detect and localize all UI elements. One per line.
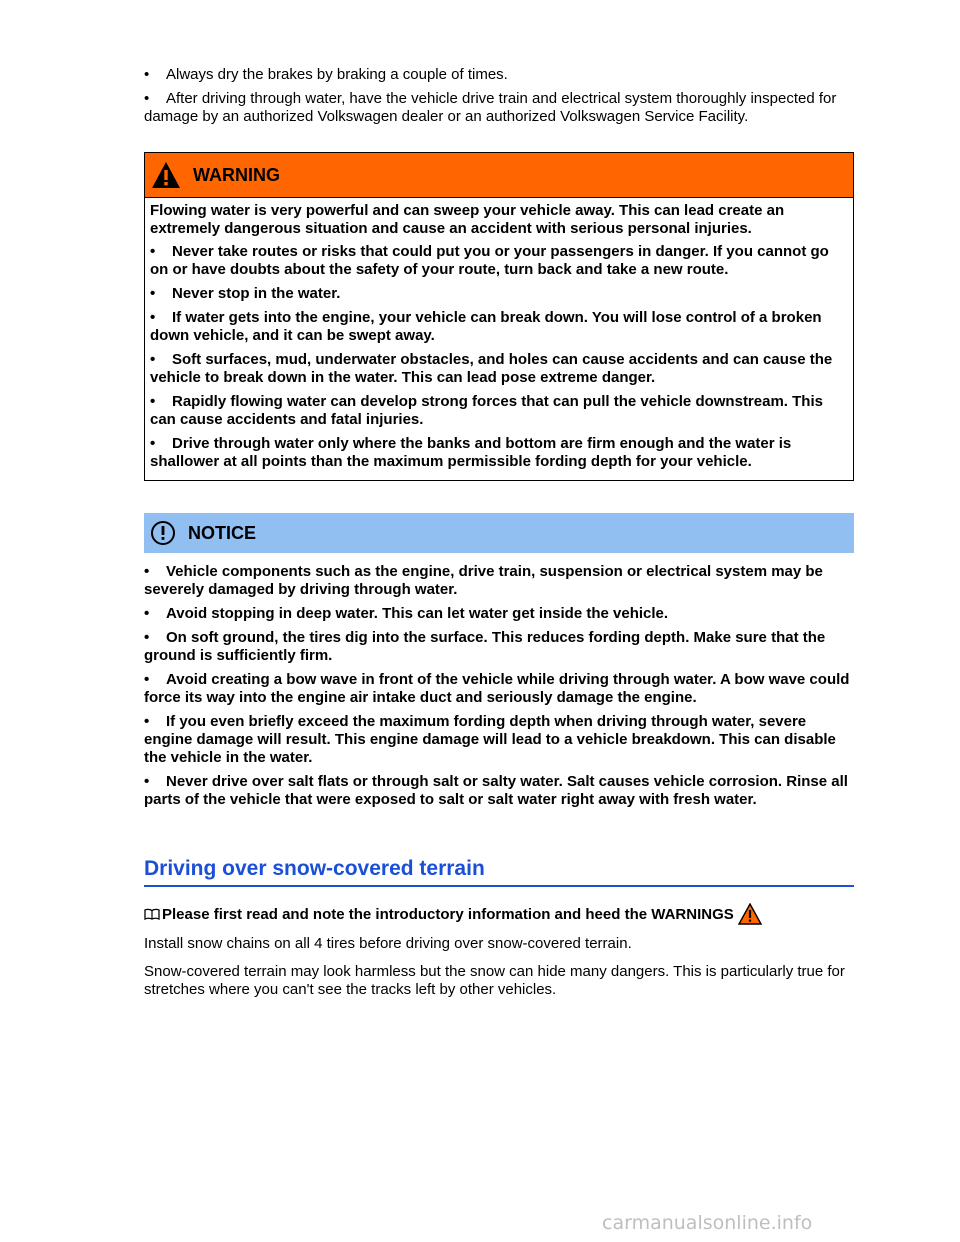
read-first-text: Please first read and note the introductory information and heed the WARNINGS xyxy=(162,905,734,923)
bullet: • xyxy=(150,285,156,302)
warning-box xyxy=(144,152,854,481)
list-item: • Rapidly flowing water can develop strong forces that can pull the vehicle downstream. This can cause accidents and fatal injuries. xyxy=(150,393,823,428)
bullet: • xyxy=(144,605,150,622)
bullet: • xyxy=(150,309,156,326)
read-first-note xyxy=(144,903,854,925)
exclamation-circle-icon xyxy=(150,520,176,546)
list-item: • Soft surfaces, mud, underwater obstacles, and holes can cause accidents and can cause the vehicle to break down in the water. This can lead pose extreme danger. xyxy=(150,351,833,386)
list-item: • Vehicle components such as the engine, drive train, suspension or electrical system may be severely damaged by driving through water. xyxy=(144,563,823,598)
open-book-icon xyxy=(144,908,160,920)
bullet: • xyxy=(144,713,150,730)
section-heading: Driving over snow-covered terrain xyxy=(144,857,854,887)
list-item: • Never drive over salt flats or through salt or salty water. Salt causes vehicle corrosion. Rinse all parts of the vehicle that were exposed to salt or salt water right away with fresh water. xyxy=(144,773,848,808)
warning-lead: Flowing water is very powerful and can sweep your vehicle away. This can lead create an extremely dangerous situation and cause an accident with serious personal injuries. xyxy=(150,202,785,237)
bullet: • xyxy=(144,563,150,580)
bullet: • xyxy=(150,435,156,452)
list-item: • Drive through water only where the banks and bottom are firm enough and the water is shallower at all points than the maximum permissible fording depth for your vehicle. xyxy=(150,435,792,470)
intro-bullets xyxy=(144,66,854,126)
warning-triangle-icon xyxy=(151,161,181,189)
list-item: • If water gets into the engine, your vehicle can break down. You will lose control of a broken down vehicle, and it can be swept away. xyxy=(150,309,822,344)
document-page xyxy=(144,66,854,999)
paragraph: Install snow chains on all 4 tires before driving over snow-covered terrain. xyxy=(144,935,632,952)
warning-body xyxy=(145,198,853,480)
warning-title: WARNING xyxy=(193,164,280,185)
notice-title: NOTICE xyxy=(188,522,257,543)
bullet: • xyxy=(150,393,156,410)
bullet: • xyxy=(144,629,150,646)
list-item: • Never take routes or risks that could put you or your passengers in danger. If you cannot go on or have doubts about the safety of your route, turn back and take a new route. xyxy=(150,243,829,278)
list-item: • After driving through water, have the vehicle drive train and electrical system thoroughly inspected for damage by an authorized Volkswagen dealer or an authorized Volkswagen Service Facility. xyxy=(144,90,837,125)
warning-triangle-icon[interactable] xyxy=(738,903,762,925)
warning-header xyxy=(145,153,853,198)
bullet: • xyxy=(150,351,156,368)
list-item: • On soft ground, the tires dig into the surface. This reduces fording depth. Make sure that the ground is sufficiently firm. xyxy=(144,629,826,664)
list-item: • Avoid stopping in deep water. This can let water get inside the vehicle. xyxy=(144,605,669,622)
list-item: • If you even briefly exceed the maximum fording depth when driving through water, severe engine damage will result. This engine damage will lead to a vehicle breakdown. This can disable the vehicle in the water. xyxy=(144,713,836,766)
notice-body xyxy=(144,553,854,809)
list-item: • Avoid creating a bow wave in front of the vehicle while driving through water. A bow wave could force its way into the engine air intake duct and seriously damage the engine. xyxy=(144,671,850,706)
paragraph: Snow-covered terrain may look harmless but the snow can hide many dangers. This is particularly true for stretches where you can't see the tracks left by other vehicles. xyxy=(144,963,845,998)
bullet: • xyxy=(144,66,150,83)
notice-box xyxy=(144,513,854,809)
notice-header xyxy=(144,513,854,553)
bullet: • xyxy=(144,90,150,107)
watermark: carmanualsonline.info xyxy=(602,1212,813,1234)
bullet: • xyxy=(144,671,150,688)
bullet: • xyxy=(144,773,150,790)
list-item: • Always dry the brakes by braking a couple of times. xyxy=(144,66,508,83)
bullet: • xyxy=(150,243,156,260)
list-item: • Never stop in the water. xyxy=(150,285,341,302)
